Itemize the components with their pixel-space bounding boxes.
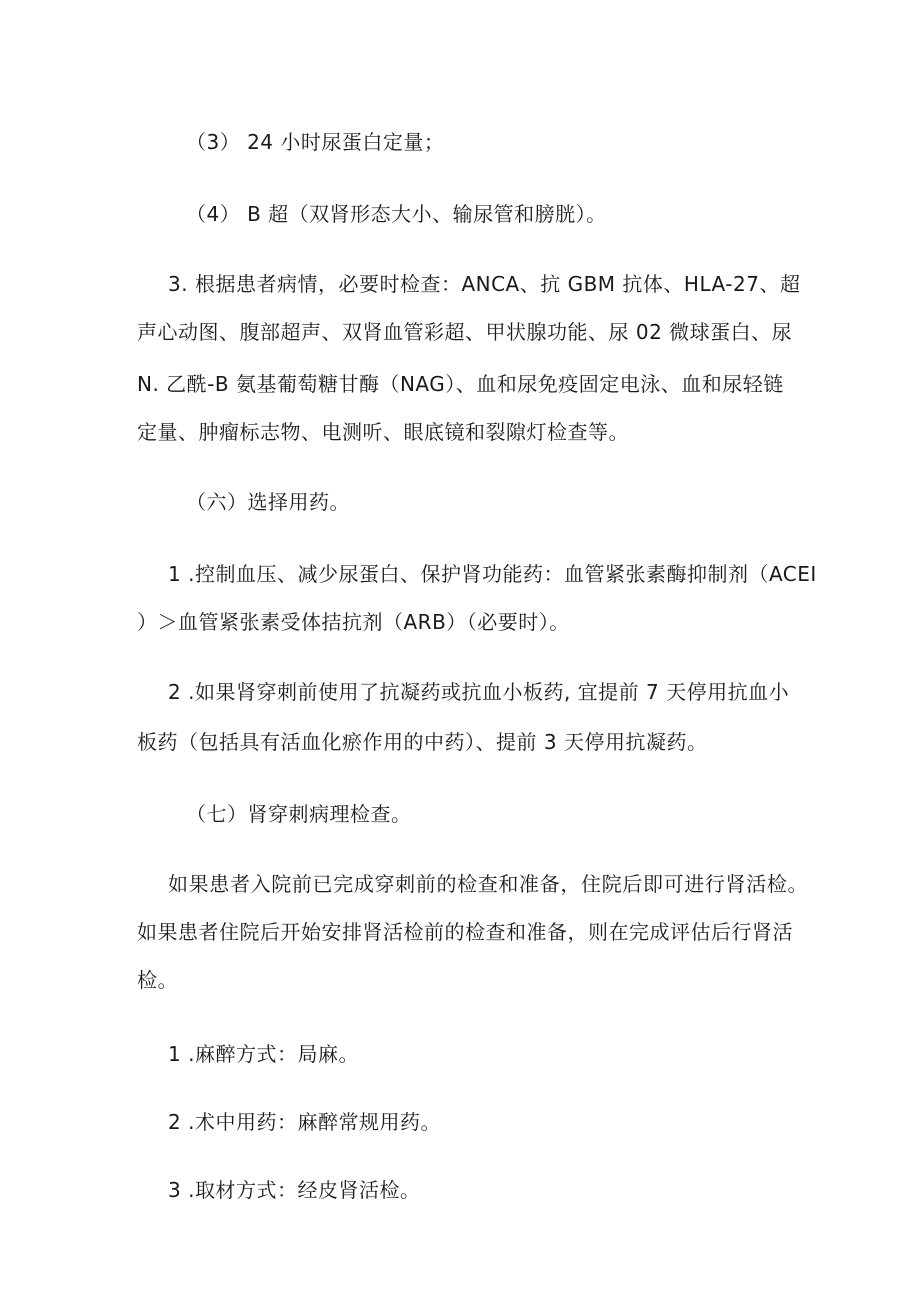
paragraph-3-line-3: N. 乙酰-B 氨基葡萄糖甘酶（NAG）、血和尿免疫固定电泳、血和尿轻链 [137, 372, 784, 396]
medication-item-1-line-2: ）＞血管紧张素受体拮抗剂（ARB）（必要时）。 [137, 610, 570, 634]
biopsy-item-anesthesia: 1 .麻醉方式：局麻。 [168, 1042, 359, 1066]
paragraph-3-line-1: 3. 根据患者病情，必要时检查：ANCA、抗 GBM 抗体、HLA-27、超 [168, 272, 801, 296]
biopsy-item-sampling: 3 .取材方式：经皮肾活检。 [168, 1178, 421, 1202]
paragraph-3-line-4: 定量、肿瘤标志物、电测听、眼底镜和裂隙灯检查等。 [137, 420, 629, 444]
item-24h-urine-protein: （3） 24 小时尿蛋白定量； [186, 130, 445, 154]
item-b-ultrasound: （4） B 超（双肾形态大小、输尿管和膀胱）。 [186, 202, 607, 226]
biopsy-paragraph-line-2: 如果患者住院后开始安排肾活检前的检查和准备，则在完成评估后行肾活 [137, 920, 793, 944]
biopsy-paragraph-line-3: 检。 [137, 968, 178, 992]
paragraph-3-line-2: 声心动图、腹部超声、双肾血管彩超、甲状腺功能、尿 02 微球蛋白、尿 [137, 320, 793, 344]
biopsy-item-medication: 2 .术中用药：麻醉常规用药。 [168, 1110, 441, 1134]
section-heading-medication: （六）选择用药。 [186, 490, 350, 514]
medication-item-1-line-1: 1 .控制血压、减少尿蛋白、保护肾功能药：血管紧张素酶抑制剂（ACEI [168, 562, 817, 586]
section-heading-biopsy: （七）肾穿刺病理检查。 [186, 802, 412, 826]
biopsy-paragraph-line-1: 如果患者入院前已完成穿刺前的检查和准备，住院后即可进行肾活检。 [168, 872, 808, 896]
medication-item-2-line-2: 板药（包括具有活血化瘀作用的中药）、提前 3 天停用抗凝药。 [137, 730, 708, 754]
medication-item-2-line-1: 2 .如果肾穿刺前使用了抗凝药或抗血小板药, 宜提前 7 天停用抗血小 [168, 680, 790, 704]
